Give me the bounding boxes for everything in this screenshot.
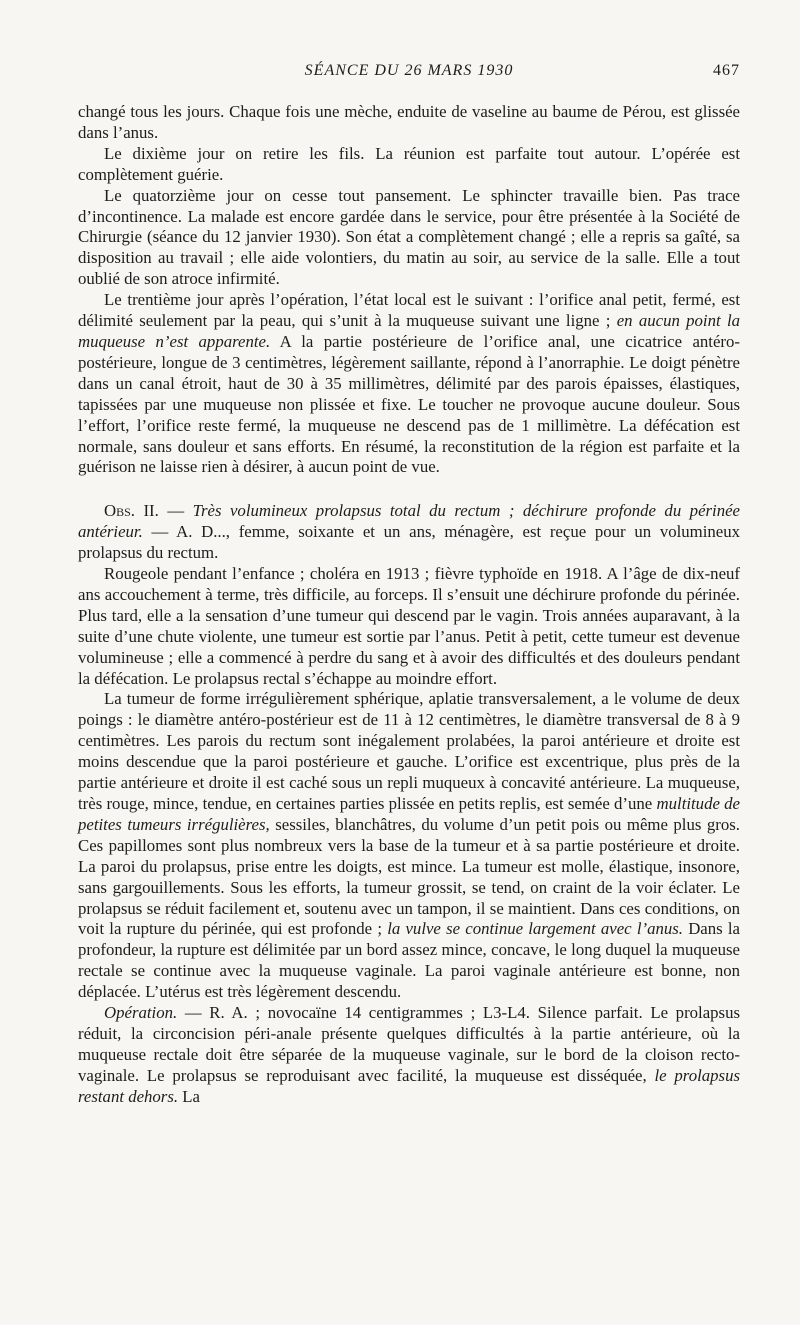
text-run: A la partie postérieure de l’orifice anal, une cicatrice antéro-postérieure, longue de 3 centimètres, légèrement saillante, répond à l’anorraphie. Le doigt pénètre dans un canal étroit, haut de 30 à 35 millimètres, délimité par des parois épaisses, élastiques, tapissées par une muqueuse non plissée et fixe. Le toucher ne provoque aucune douleur. Sous l’effort, l’orifice reste fermé, la muqueuse ne descend pas de 1 millimètre. La défécation est normale, sans douleur et sans efforts. En résumé, la reconstitution de la région est parfaite et la guérison ne laisse rien à désirer, à aucun point de vue. xyxy=(78,331,740,477)
paragraph xyxy=(78,689,740,1003)
page-number: 467 xyxy=(713,62,740,79)
observation-label: Obs. II. xyxy=(104,501,159,521)
running-title: SÉANCE DU 26 MARS 1930 xyxy=(304,62,514,79)
paragraph: Le dixième jour on retire les fils. La réunion est parfaite tout autour. L’opérée est complètement guérie. xyxy=(78,143,740,184)
italic-run: multitude de petites tumeurs irrégulières, xyxy=(78,794,740,834)
paragraph: Le quatorzième jour on cesse tout pansement. Le sphincter travaille bien. Pas trace d’incontinence. La malade est encore gardée dans le service, pour être présentée à la Société de Chirurgie (séance du 12 janvier 1930). Son état a complètement changé ; elle a repris sa gaîté, sa disposition au travail ; elle aide volontiers, du matin au soir, au service de la salle. Elle a tout oublié de son atroce infirmité. xyxy=(78,185,740,289)
text-run: — R. A. ; novocaïne 14 centigrammes ; L3-L4. Silence parfait. Le prolapsus réduit, la circoncision péri-anale présente quelques difficultés à la partie antérieure, où la muqueuse rectale doit être séparée de la muqueuse vaginale, sur le bord de la cloison recto-vaginale. Le prolapsus se reproduisant avec facilité, la muqueuse est disséquée, xyxy=(78,1003,740,1085)
paragraph xyxy=(78,290,740,478)
text-run: Le trentième jour après l’opération, l’état local est le suivant : l’orifice anal petit, fermé, est délimité seulement par la peau, qui s’unit à la muqueuse suivant une ligne ; xyxy=(78,290,740,331)
paragraph: Rougeole pendant l’enfance ; choléra en 1913 ; fièvre typhoïde en 1918. A l’âge de dix-neuf ans accouchement à terme, très difficile, au forceps. Il s’ensuit une déchirure profonde du périnée. Plus tard, elle a la sensation d’une tumeur qui descend par le vagin. Trois années auparavant, à la suite d’une chute violente, une tumeur est sortie par l’anus. Petit à petit, cette tumeur est devenue volumineuse ; elle a commencé à perdre du sang et à avoir des difficultés et des douleurs pendant la défécation. Le prolapsus rectal s’échappe au moindre effort. xyxy=(78,564,740,688)
section-label: Opération. xyxy=(104,1003,178,1023)
text-run: La tumeur de forme irrégulièrement sphérique, aplatie transversalement, a le volume de deux poings : le diamètre antéro-postérieur est de 11 à 12 centimètres, le diamètre transversal de 8 à 9 centimètres. Les parois du rectum sont inégalement prolabées, la paroi antérieure et droite est moins descendue que la paroi postérieure et gauche. L’orifice est excentrique, plus près de la partie antérieure et droite il est caché sous un repli muqueux à concavité antérieure. La muqueuse, très rouge, mince, tendue, en certaines parties plissée en petits replis, est semée d’une xyxy=(78,689,740,813)
italic-run: la vulve se continue largement avec l’anus. xyxy=(387,919,683,939)
paragraph: changé tous les jours. Chaque fois une mèche, enduite de vaseline au baume de Pérou, est glissée dans l’anus. xyxy=(78,102,740,142)
text-run: sessiles, blanchâtres, du volume d’un petit pois ou même plus gros. Ces papillomes sont plus nombreux vers la base de la tumeur et à sa partie postérieure et droite. La paroi du prolapsus, prise entre les doigts, est mince. La tumeur est molle, élastique, insonore, sans gargouillements. Sous les efforts, la tumeur grossit, se tend, on craint de la voir éclater. Le prolapsus se réduit facilement et, soutenu avec un tampon, il se maintient. Dans ces conditions, on voit la rupture du périnée, qui est profonde ; xyxy=(78,814,740,939)
text-run: Dans la profondeur, la rupture est délimitée par un bord assez mince, concave, le long duquel la muqueuse rectale se continue avec la muqueuse vaginale. La paroi vaginale antérieure est bonne, non déplacée. L’utérus est très légèrement descendu. xyxy=(78,919,740,1002)
text-run: La xyxy=(182,1086,200,1106)
body-text xyxy=(78,102,740,1108)
observation-heading-paragraph xyxy=(78,501,740,564)
observation-title: Très volumineux prolapsus total du rectum ; déchirure profonde du périnée antérieur. xyxy=(78,501,741,542)
paragraph xyxy=(78,1003,740,1108)
text-run: — xyxy=(167,501,185,521)
italic-run: le prolapsus restant dehors. xyxy=(78,1065,740,1106)
text-run: — A. D..., femme, soixante et un ans, ménagère, est reçue pour un volumineux prolapsus du rectum. xyxy=(78,522,740,563)
italic-run: en aucun point la muqueuse n’est apparente. xyxy=(78,311,740,351)
page-header xyxy=(78,62,740,84)
